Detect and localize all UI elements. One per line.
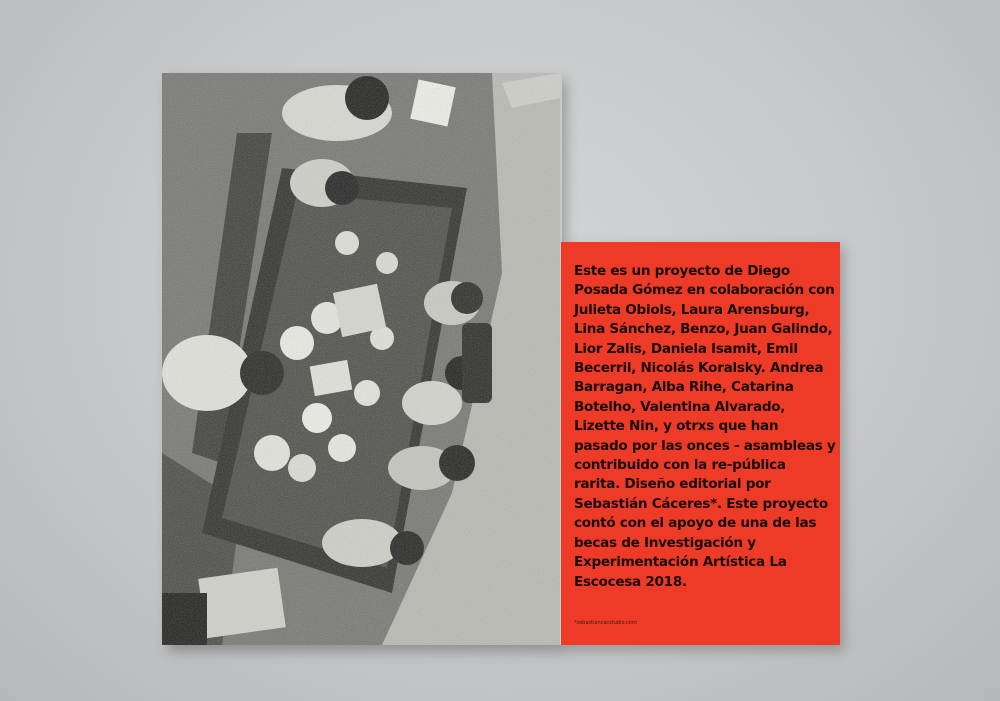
group-meal-photo: [162, 73, 560, 645]
credits-page: [561, 242, 840, 645]
photo-page: [162, 73, 562, 645]
credits-text: Este es un proyecto de Diego Posada Gómez en colaboración con Julieta Obiols, Laura Arensburg, Lina Sánchez, Benzo, Juan Galindo, Lior Zalis, Daniela Isamit, Emil Becerril, Nicolás Koralsky. Andrea Barragan, Alba Rihe, Catarina Botelho, Valentina Alvarado, Lizette Nin, y otrxs que han pasado por las onces - asambleas y contribuido con la re-pública rarita. Diseño editorial por Sebastián Cáceres*. Este proyecto contó con el apoyo de una de las becas de Investigación y Experimentación Artística La Escocesa 2018.: [574, 263, 836, 590]
footnote-text: *sebastiancacstudio.com: [574, 620, 637, 626]
